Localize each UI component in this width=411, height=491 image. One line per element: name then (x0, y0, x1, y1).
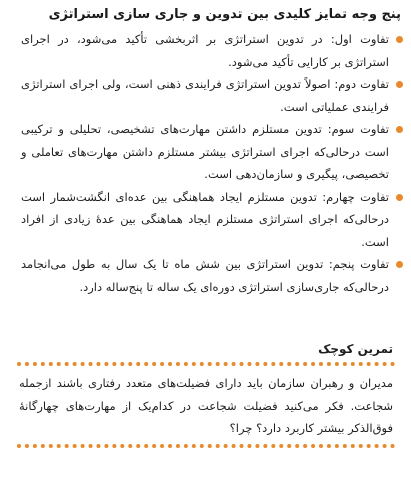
bullet-icon (396, 194, 403, 201)
exercise-title: تمرین کوچک (318, 342, 393, 356)
list-item (21, 28, 403, 73)
bullet-icon (396, 81, 403, 88)
dotted-divider-bottom (17, 444, 395, 448)
list-item (21, 186, 403, 254)
dotted-divider-top (17, 362, 395, 366)
bullet-icon (396, 126, 403, 133)
list-item-text: تفاوت پنجم: تدوین استراتژی بین شش ماه تا یک سال به طول می‌انجامد درحالی‌که جاری‌سازی استراتژی دوره‌ای یک ساله تا پنج‌ساله دارد. (21, 257, 389, 294)
differences-list (21, 28, 403, 298)
bullet-icon (396, 261, 403, 268)
list-item-text: تفاوت چهارم: تدوین مستلزم ایجاد هماهنگی بین عده‌ای انگشت‌شمار است درحالی‌که اجرای استراتژی مستلزم ایجاد هماهنگی بین عدهٔ زیادی از افراد است. (21, 189, 389, 249)
list-item-text: تفاوت سوم: تدوین مستلزم داشتن مهارت‌های تشخیصی، تحلیلی و ترکیبی است درحالی‌که اجرای استراتژی بیشتر مستلزم داشتن مهارت‌های تعاملی و تخصیصی، پیگیری و سازمان‌دهی است. (21, 122, 389, 181)
list-item (21, 118, 403, 186)
exercise-text: مدیران و رهبران سازمان باید دارای فضیلت‌های متعدد رفتاری باشند ازجمله شجاعت. فکر می‌کنید فضیلت شجاعت در کدام‌یک از مهارت‌های چهارگانهٔ فوق‌الذکر بیشتر کاربرد دارد؟ چرا؟ (19, 376, 393, 435)
exercise-box (17, 340, 395, 454)
list-item-text: تفاوت دوم: اصولاً تدوین استراتژی فرایندی ذهنی است، ولی اجرای استراتژی فرایندی عملیاتی است. (21, 77, 389, 114)
list-item (21, 253, 403, 298)
section-heading: پنج وجه تمایز کلیدی بین تدوین و جاری سازی استراتژی (48, 7, 401, 22)
list-item (21, 73, 403, 118)
bullet-icon (396, 36, 403, 43)
list-item-text: تفاوت اول: در تدوین استراتژی بر اثربخشی تأکید می‌شود، در اجرای استراتژی بر کارایی تأکید می‌شود. (21, 32, 389, 69)
